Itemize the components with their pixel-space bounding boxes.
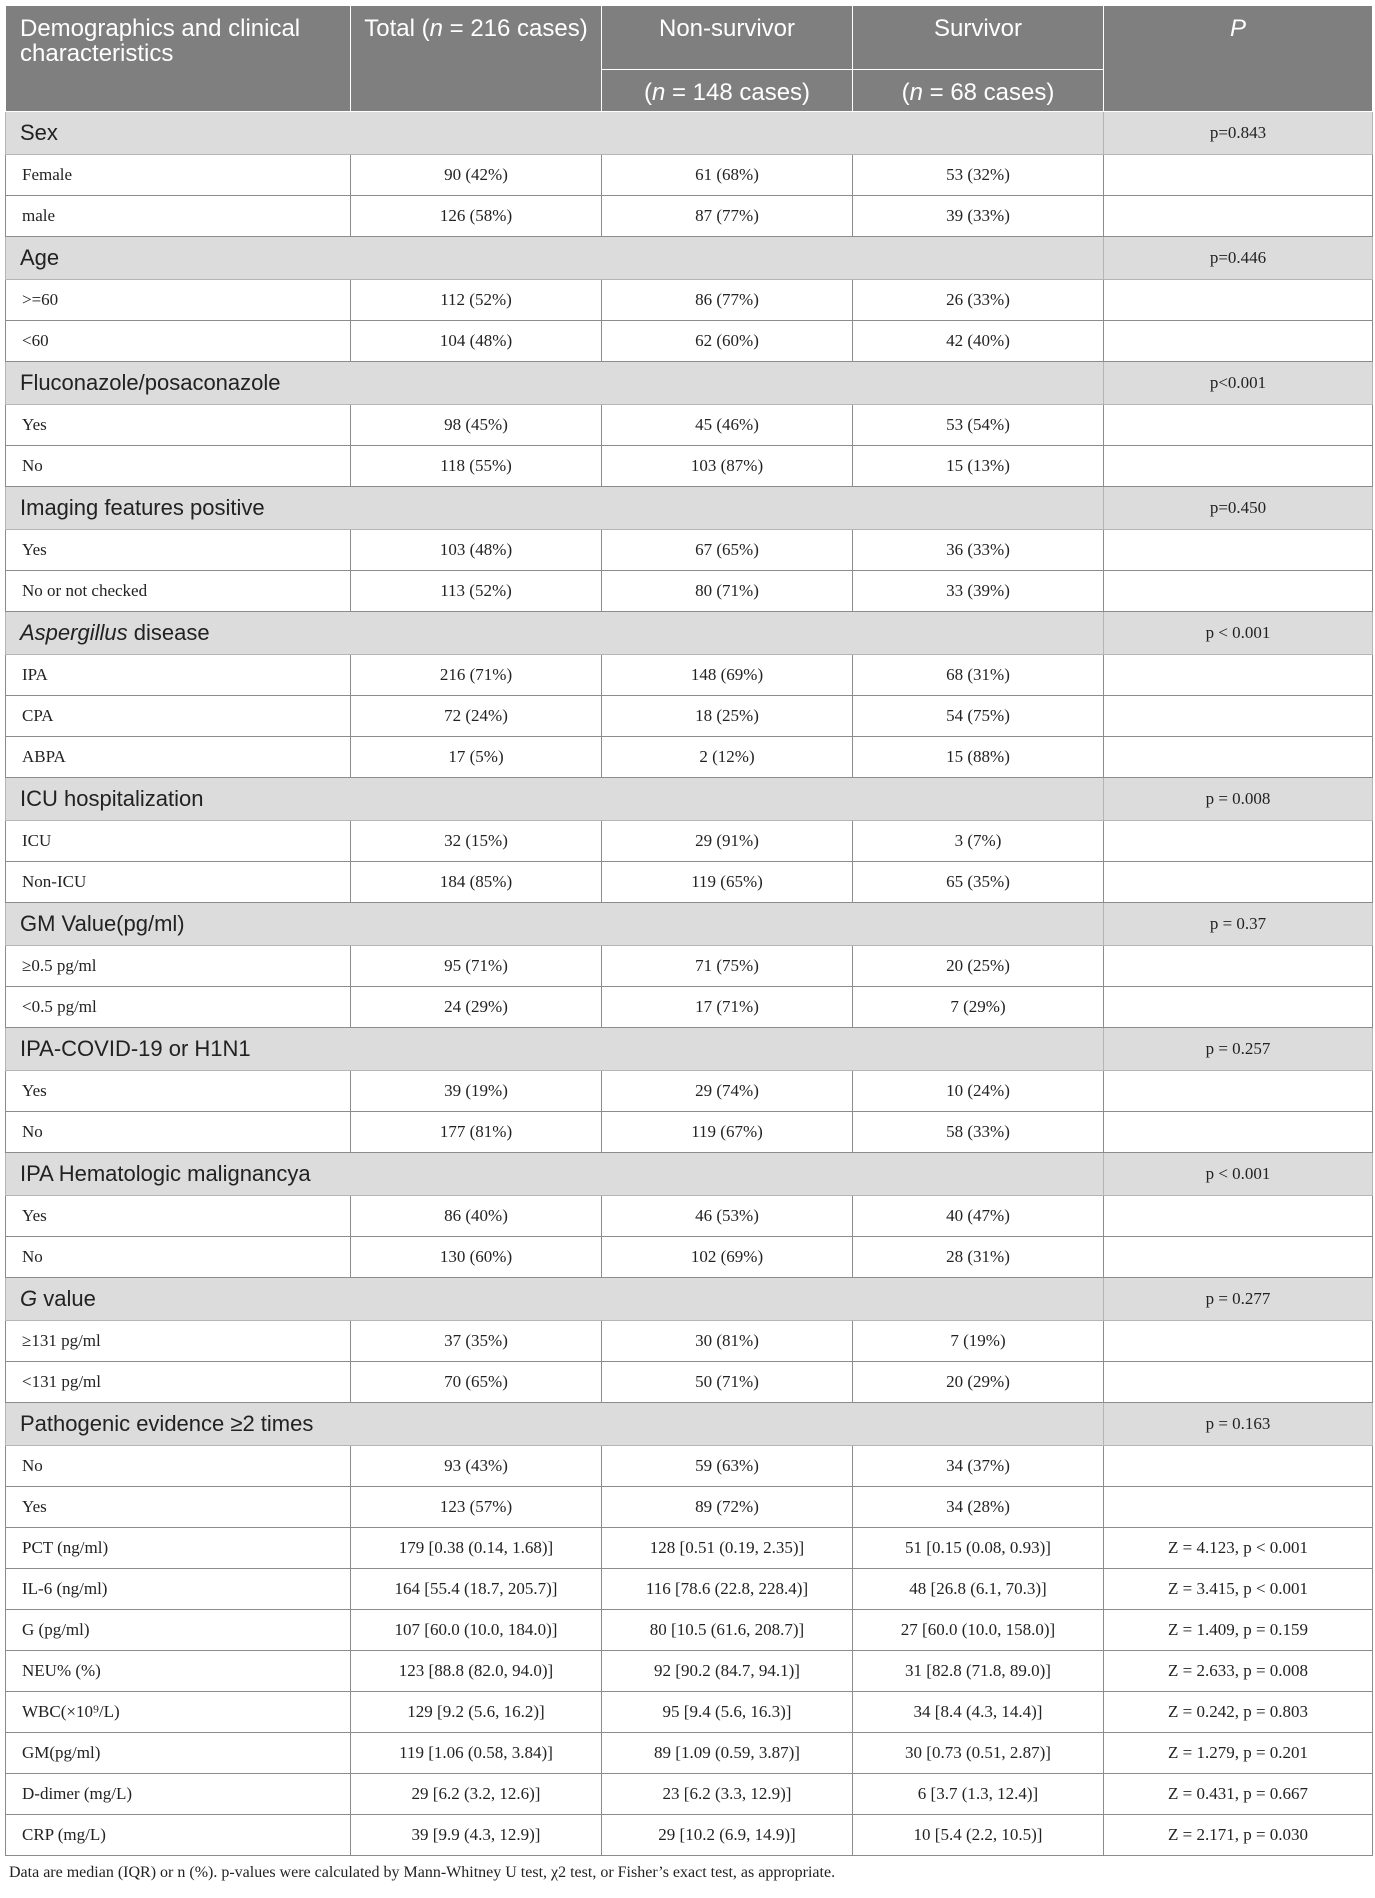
table-row bbox=[6, 1362, 1373, 1403]
row-label: No bbox=[6, 1446, 351, 1487]
row-label: Yes bbox=[6, 405, 351, 446]
cell-total: 90 (42%) bbox=[351, 155, 602, 196]
cell-nonsurvivor: 71 (75%) bbox=[602, 946, 853, 987]
cell-survivor: 53 (32%) bbox=[853, 155, 1104, 196]
row-label: Yes bbox=[6, 1071, 351, 1112]
cell-total: 123 (57%) bbox=[351, 1487, 602, 1528]
cell-nonsurvivor: 18 (25%) bbox=[602, 696, 853, 737]
cell-p-value bbox=[1104, 1112, 1373, 1153]
table-row bbox=[6, 1196, 1373, 1237]
section-title: Fluconazole/posaconazole bbox=[6, 362, 1104, 405]
cell-p-value bbox=[1104, 1237, 1373, 1278]
section-row bbox=[6, 112, 1373, 155]
cell-survivor: 54 (75%) bbox=[853, 696, 1104, 737]
cell-nonsurvivor: 46 (53%) bbox=[602, 1196, 853, 1237]
cell-p-value: Z = 1.409, p = 0.159 bbox=[1104, 1610, 1373, 1651]
header-characteristics: Demographics and clinical characteristics bbox=[6, 6, 351, 112]
section-p-value: p=0.450 bbox=[1104, 487, 1373, 530]
section-title: Aspergillus disease bbox=[6, 612, 1104, 655]
cell-survivor: 33 (39%) bbox=[853, 571, 1104, 612]
header-total: Total (n = 216 cases) bbox=[351, 6, 602, 112]
table-row bbox=[6, 987, 1373, 1028]
cell-total: 179 [0.38 (0.14, 1.68)] bbox=[351, 1528, 602, 1569]
row-label: No bbox=[6, 1112, 351, 1153]
cell-survivor: 34 [8.4 (4.3, 14.4)] bbox=[853, 1692, 1104, 1733]
cell-p-value bbox=[1104, 571, 1373, 612]
table-row bbox=[6, 405, 1373, 446]
row-label: ≥131 pg/ml bbox=[6, 1321, 351, 1362]
cell-total: 126 (58%) bbox=[351, 196, 602, 237]
cell-total: 118 (55%) bbox=[351, 446, 602, 487]
cell-total: 123 [88.8 (82.0, 94.0)] bbox=[351, 1651, 602, 1692]
cell-total: 93 (43%) bbox=[351, 1446, 602, 1487]
cell-nonsurvivor: 17 (71%) bbox=[602, 987, 853, 1028]
cell-total: 70 (65%) bbox=[351, 1362, 602, 1403]
clinical-characteristics-table bbox=[5, 5, 1373, 1856]
cell-survivor: 10 (24%) bbox=[853, 1071, 1104, 1112]
table-row bbox=[6, 530, 1373, 571]
cell-p-value bbox=[1104, 737, 1373, 778]
cell-total: 95 (71%) bbox=[351, 946, 602, 987]
section-row bbox=[6, 1278, 1373, 1321]
section-row bbox=[6, 1403, 1373, 1446]
cell-nonsurvivor: 102 (69%) bbox=[602, 1237, 853, 1278]
section-title: IPA-COVID-19 or H1N1 bbox=[6, 1028, 1104, 1071]
table-row bbox=[6, 1487, 1373, 1528]
cell-p-value: Z = 4.123, p < 0.001 bbox=[1104, 1528, 1373, 1569]
cell-total: 37 (35%) bbox=[351, 1321, 602, 1362]
row-label: Female bbox=[6, 155, 351, 196]
cell-survivor: 6 [3.7 (1.3, 12.4)] bbox=[853, 1774, 1104, 1815]
cell-nonsurvivor: 30 (81%) bbox=[602, 1321, 853, 1362]
cell-survivor: 58 (33%) bbox=[853, 1112, 1104, 1153]
cell-total: 39 (19%) bbox=[351, 1071, 602, 1112]
section-row bbox=[6, 237, 1373, 280]
cell-survivor: 51 [0.15 (0.08, 0.93)] bbox=[853, 1528, 1104, 1569]
cell-p-value bbox=[1104, 530, 1373, 571]
row-label: <131 pg/ml bbox=[6, 1362, 351, 1403]
section-title: Imaging features positive bbox=[6, 487, 1104, 530]
section-p-value: p = 0.008 bbox=[1104, 778, 1373, 821]
table-row bbox=[6, 696, 1373, 737]
row-label: NEU% (%) bbox=[6, 1651, 351, 1692]
section-p-value: p < 0.001 bbox=[1104, 612, 1373, 655]
cell-nonsurvivor: 119 (67%) bbox=[602, 1112, 853, 1153]
table-row bbox=[6, 821, 1373, 862]
cell-survivor: 30 [0.73 (0.51, 2.87)] bbox=[853, 1733, 1104, 1774]
cell-total: 72 (24%) bbox=[351, 696, 602, 737]
cell-p-value bbox=[1104, 987, 1373, 1028]
table-row bbox=[6, 1112, 1373, 1153]
row-label: D-dimer (mg/L) bbox=[6, 1774, 351, 1815]
row-label: G (pg/ml) bbox=[6, 1610, 351, 1651]
cell-nonsurvivor: 29 (74%) bbox=[602, 1071, 853, 1112]
cell-nonsurvivor: 59 (63%) bbox=[602, 1446, 853, 1487]
cell-nonsurvivor: 89 (72%) bbox=[602, 1487, 853, 1528]
table-row bbox=[6, 655, 1373, 696]
cell-survivor: 68 (31%) bbox=[853, 655, 1104, 696]
cell-survivor: 7 (29%) bbox=[853, 987, 1104, 1028]
cell-nonsurvivor: 29 [10.2 (6.9, 14.9)] bbox=[602, 1815, 853, 1856]
cell-nonsurvivor: 29 (91%) bbox=[602, 821, 853, 862]
cell-nonsurvivor: 23 [6.2 (3.3, 12.9)] bbox=[602, 1774, 853, 1815]
cell-survivor: 42 (40%) bbox=[853, 321, 1104, 362]
cell-total: 130 (60%) bbox=[351, 1237, 602, 1278]
cell-p-value bbox=[1104, 821, 1373, 862]
cell-p-value bbox=[1104, 280, 1373, 321]
section-title: Sex bbox=[6, 112, 1104, 155]
section-title: GM Value(pg/ml) bbox=[6, 903, 1104, 946]
cell-nonsurvivor: 50 (71%) bbox=[602, 1362, 853, 1403]
cell-survivor: 65 (35%) bbox=[853, 862, 1104, 903]
cell-survivor: 20 (29%) bbox=[853, 1362, 1104, 1403]
row-label: ABPA bbox=[6, 737, 351, 778]
cell-total: 112 (52%) bbox=[351, 280, 602, 321]
cell-total: 103 (48%) bbox=[351, 530, 602, 571]
row-label: No or not checked bbox=[6, 571, 351, 612]
cell-nonsurvivor: 116 [78.6 (22.8, 228.4)] bbox=[602, 1569, 853, 1610]
cell-total: 119 [1.06 (0.58, 3.84)] bbox=[351, 1733, 602, 1774]
section-p-value: p = 0.277 bbox=[1104, 1278, 1373, 1321]
cell-total: 39 [9.9 (4.3, 12.9)] bbox=[351, 1815, 602, 1856]
cell-total: 29 [6.2 (3.2, 12.6)] bbox=[351, 1774, 602, 1815]
cell-nonsurvivor: 62 (60%) bbox=[602, 321, 853, 362]
table-row bbox=[6, 196, 1373, 237]
cell-total: 98 (45%) bbox=[351, 405, 602, 446]
row-label: CPA bbox=[6, 696, 351, 737]
table-row bbox=[6, 1569, 1373, 1610]
row-label: CRP (mg/L) bbox=[6, 1815, 351, 1856]
cell-p-value: Z = 0.242, p = 0.803 bbox=[1104, 1692, 1373, 1733]
row-label: Yes bbox=[6, 1196, 351, 1237]
section-p-value: p<0.001 bbox=[1104, 362, 1373, 405]
section-row bbox=[6, 1153, 1373, 1196]
table-row bbox=[6, 1651, 1373, 1692]
cell-p-value: Z = 2.171, p = 0.030 bbox=[1104, 1815, 1373, 1856]
section-title: Pathogenic evidence ≥2 times bbox=[6, 1403, 1104, 1446]
table-footnote: Data are median (IQR) or n (%). p-values were calculated by Mann-Whitney U test, χ2 test, or Fisher’s exact test, as appropriate. bbox=[9, 1864, 836, 1881]
cell-p-value bbox=[1104, 155, 1373, 196]
cell-p-value: Z = 1.279, p = 0.201 bbox=[1104, 1733, 1373, 1774]
cell-survivor: 15 (13%) bbox=[853, 446, 1104, 487]
section-title: IPA Hematologic malignancya bbox=[6, 1153, 1104, 1196]
cell-p-value: Z = 3.415, p < 0.001 bbox=[1104, 1569, 1373, 1610]
header-survivor-n: (n = 68 cases) bbox=[853, 70, 1104, 112]
row-label: ICU bbox=[6, 821, 351, 862]
cell-p-value: Z = 2.633, p = 0.008 bbox=[1104, 1651, 1373, 1692]
section-title: Age bbox=[6, 237, 1104, 280]
cell-nonsurvivor: 103 (87%) bbox=[602, 446, 853, 487]
table-row bbox=[6, 1692, 1373, 1733]
cell-total: 107 [60.0 (10.0, 184.0)] bbox=[351, 1610, 602, 1651]
cell-total: 32 (15%) bbox=[351, 821, 602, 862]
cell-survivor: 53 (54%) bbox=[853, 405, 1104, 446]
cell-nonsurvivor: 148 (69%) bbox=[602, 655, 853, 696]
section-title: ICU hospitalization bbox=[6, 778, 1104, 821]
cell-survivor: 28 (31%) bbox=[853, 1237, 1104, 1278]
row-label: WBC(×10⁹/L) bbox=[6, 1692, 351, 1733]
table-row bbox=[6, 1815, 1373, 1856]
cell-survivor: 20 (25%) bbox=[853, 946, 1104, 987]
cell-nonsurvivor: 67 (65%) bbox=[602, 530, 853, 571]
cell-p-value bbox=[1104, 196, 1373, 237]
cell-nonsurvivor: 61 (68%) bbox=[602, 155, 853, 196]
table-row bbox=[6, 1071, 1373, 1112]
cell-nonsurvivor: 119 (65%) bbox=[602, 862, 853, 903]
header-survivor: Survivor bbox=[853, 6, 1104, 70]
cell-survivor: 34 (28%) bbox=[853, 1487, 1104, 1528]
row-label: No bbox=[6, 446, 351, 487]
cell-nonsurvivor: 89 [1.09 (0.59, 3.87)] bbox=[602, 1733, 853, 1774]
table-row bbox=[6, 1528, 1373, 1569]
table-row bbox=[6, 737, 1373, 778]
cell-p-value bbox=[1104, 1362, 1373, 1403]
header-row bbox=[6, 6, 1373, 70]
cell-p-value bbox=[1104, 321, 1373, 362]
cell-p-value bbox=[1104, 1321, 1373, 1362]
row-label: <0.5 pg/ml bbox=[6, 987, 351, 1028]
cell-total: 113 (52%) bbox=[351, 571, 602, 612]
cell-total: 86 (40%) bbox=[351, 1196, 602, 1237]
cell-nonsurvivor: 86 (77%) bbox=[602, 280, 853, 321]
cell-nonsurvivor: 95 [9.4 (5.6, 16.3)] bbox=[602, 1692, 853, 1733]
cell-survivor: 7 (19%) bbox=[853, 1321, 1104, 1362]
cell-survivor: 27 [60.0 (10.0, 158.0)] bbox=[853, 1610, 1104, 1651]
cell-nonsurvivor: 80 [10.5 (61.6, 208.7)] bbox=[602, 1610, 853, 1651]
section-row bbox=[6, 903, 1373, 946]
cell-p-value bbox=[1104, 1196, 1373, 1237]
table-row bbox=[6, 1446, 1373, 1487]
table-row bbox=[6, 1610, 1373, 1651]
row-label: Non-ICU bbox=[6, 862, 351, 903]
table-row bbox=[6, 1733, 1373, 1774]
cell-survivor: 48 [26.8 (6.1, 70.3)] bbox=[853, 1569, 1104, 1610]
section-p-value: p = 0.37 bbox=[1104, 903, 1373, 946]
table-row bbox=[6, 280, 1373, 321]
cell-nonsurvivor: 92 [90.2 (84.7, 94.1)] bbox=[602, 1651, 853, 1692]
section-row bbox=[6, 612, 1373, 655]
cell-nonsurvivor: 2 (12%) bbox=[602, 737, 853, 778]
header-nonsurvivor: Non-survivor bbox=[602, 6, 853, 70]
cell-p-value bbox=[1104, 1071, 1373, 1112]
cell-total: 177 (81%) bbox=[351, 1112, 602, 1153]
row-label: >=60 bbox=[6, 280, 351, 321]
section-p-value: p=0.446 bbox=[1104, 237, 1373, 280]
cell-survivor: 34 (37%) bbox=[853, 1446, 1104, 1487]
table-row bbox=[6, 446, 1373, 487]
cell-total: 17 (5%) bbox=[351, 737, 602, 778]
cell-survivor: 15 (88%) bbox=[853, 737, 1104, 778]
cell-total: 216 (71%) bbox=[351, 655, 602, 696]
cell-total: 104 (48%) bbox=[351, 321, 602, 362]
cell-total: 164 [55.4 (18.7, 205.7)] bbox=[351, 1569, 602, 1610]
row-label: IL-6 (ng/ml) bbox=[6, 1569, 351, 1610]
cell-total: 184 (85%) bbox=[351, 862, 602, 903]
row-label: male bbox=[6, 196, 351, 237]
header-nonsurvivor-n: (n = 148 cases) bbox=[602, 70, 853, 112]
section-p-value: p = 0.163 bbox=[1104, 1403, 1373, 1446]
cell-p-value bbox=[1104, 862, 1373, 903]
row-label: <60 bbox=[6, 321, 351, 362]
table-row bbox=[6, 1237, 1373, 1278]
table-row bbox=[6, 321, 1373, 362]
cell-nonsurvivor: 128 [0.51 (0.19, 2.35)] bbox=[602, 1528, 853, 1569]
cell-p-value bbox=[1104, 696, 1373, 737]
section-p-value: p=0.843 bbox=[1104, 112, 1373, 155]
row-label: ≥0.5 pg/ml bbox=[6, 946, 351, 987]
section-p-value: p < 0.001 bbox=[1104, 1153, 1373, 1196]
table-container bbox=[5, 5, 1372, 1882]
cell-survivor: 26 (33%) bbox=[853, 280, 1104, 321]
cell-p-value: Z = 0.431, p = 0.667 bbox=[1104, 1774, 1373, 1815]
table-row bbox=[6, 1321, 1373, 1362]
section-row bbox=[6, 778, 1373, 821]
section-row bbox=[6, 1028, 1373, 1071]
row-label: Yes bbox=[6, 530, 351, 571]
cell-nonsurvivor: 80 (71%) bbox=[602, 571, 853, 612]
cell-total: 129 [9.2 (5.6, 16.2)] bbox=[351, 1692, 602, 1733]
row-label: PCT (ng/ml) bbox=[6, 1528, 351, 1569]
cell-survivor: 10 [5.4 (2.2, 10.5)] bbox=[853, 1815, 1104, 1856]
section-row bbox=[6, 487, 1373, 530]
row-label: IPA bbox=[6, 655, 351, 696]
table-row bbox=[6, 155, 1373, 196]
cell-survivor: 36 (33%) bbox=[853, 530, 1104, 571]
table-body bbox=[6, 112, 1373, 1856]
cell-p-value bbox=[1104, 405, 1373, 446]
cell-p-value bbox=[1104, 1487, 1373, 1528]
cell-survivor: 40 (47%) bbox=[853, 1196, 1104, 1237]
header-p: P bbox=[1104, 6, 1373, 112]
row-label: No bbox=[6, 1237, 351, 1278]
table-row bbox=[6, 862, 1373, 903]
section-title: G value bbox=[6, 1278, 1104, 1321]
cell-p-value bbox=[1104, 446, 1373, 487]
cell-p-value bbox=[1104, 946, 1373, 987]
section-row bbox=[6, 362, 1373, 405]
cell-nonsurvivor: 87 (77%) bbox=[602, 196, 853, 237]
section-p-value: p = 0.257 bbox=[1104, 1028, 1373, 1071]
cell-survivor: 31 [82.8 (71.8, 89.0)] bbox=[853, 1651, 1104, 1692]
row-label: GM(pg/ml) bbox=[6, 1733, 351, 1774]
cell-nonsurvivor: 45 (46%) bbox=[602, 405, 853, 446]
table-row bbox=[6, 946, 1373, 987]
cell-p-value bbox=[1104, 1446, 1373, 1487]
cell-total: 24 (29%) bbox=[351, 987, 602, 1028]
row-label: Yes bbox=[6, 1487, 351, 1528]
table-row bbox=[6, 1774, 1373, 1815]
cell-survivor: 39 (33%) bbox=[853, 196, 1104, 237]
cell-survivor: 3 (7%) bbox=[853, 821, 1104, 862]
cell-p-value bbox=[1104, 655, 1373, 696]
table-row bbox=[6, 571, 1373, 612]
